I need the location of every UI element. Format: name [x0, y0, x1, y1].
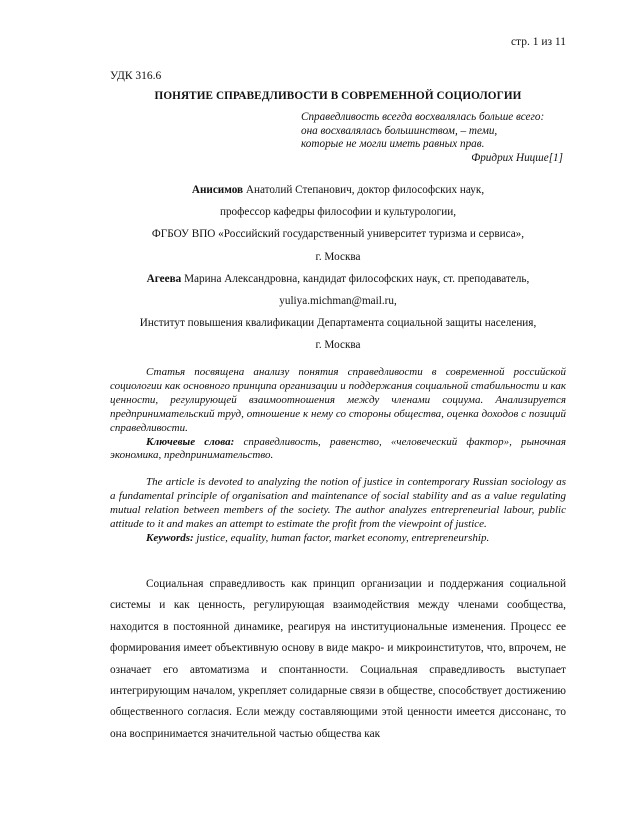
epigraph-author: Фридрих Ницше[1] — [471, 152, 563, 165]
keywords-english-label: Keywords: — [146, 531, 194, 544]
epigraph-line: которые не могли иметь равных прав. — [301, 138, 485, 151]
authors-block — [110, 179, 566, 357]
keywords-russian-list: справедливость, равенство, «человеческий фактор», рыночная экономика, предпринимательство. — [110, 435, 567, 462]
author1-details: Анатолий Степанович, доктор философских наук, — [243, 184, 485, 196]
keywords-russian-label: Ключевые слова: — [146, 435, 235, 448]
author2-surname: Агеева — [146, 272, 182, 285]
keywords-russian — [110, 436, 566, 464]
udk-code: УДК 316.6 — [110, 70, 162, 82]
keywords-english-list: justice, equality, human factor, market economy, entrepreneurship. — [193, 531, 490, 544]
page-number: стр. 1 из 11 — [510, 36, 566, 48]
article-title: ПОНЯТИЕ СПРАВЕДЛИВОСТИ В СОВРЕМЕННОЙ СОЦИОЛОГИИ — [154, 90, 522, 102]
author1-line — [110, 179, 566, 201]
author1-surname: Анисимов — [191, 184, 244, 196]
author1-organization: ФГБОУ ВПО «Российский государственный университет туризма и сервиса», — [151, 228, 525, 241]
author2-city: г. Москва — [315, 339, 361, 352]
author2-details: Марина Александровна, кандидат философских наук, ст. преподаватель, — [181, 272, 530, 285]
epigraph-line: она восхвалялась большинством, – теми, — [301, 124, 498, 137]
author1-position: профессор кафедры философии и культурологии, — [219, 206, 457, 219]
abstract-english — [110, 476, 566, 546]
abstract-english-text: The article is devoted to analyzing the notion of justice in contemporary Russian sociology as a fundamental principle of organisation and maintenance of social stability and as a value regulating mutual relation between members of the society. The author analyzes entrepreneurial labour, public attitude to it and makes an attempt to estimate the profit from the viewpoint of justice. — [110, 476, 566, 530]
author2-line — [110, 268, 566, 290]
abstract-russian — [110, 366, 566, 463]
keywords-english — [110, 532, 566, 546]
epigraph-line: Справедливость всегда восхвалялась больше всего: — [301, 111, 545, 123]
epigraph — [301, 111, 563, 166]
author1-city: г. Москва — [315, 250, 361, 263]
author2-organization: Институт повышения квалификации Департамента социальной защиты населения, — [139, 317, 537, 330]
author2-email[interactable]: yuliya.michman@mail.ru, — [279, 295, 397, 308]
abstract-russian-text: Статья посвящена анализу понятия справедливости в современной российской социологии как основного принципа организации и поддержания социальной стабильности и как ценности, регулирующей взаимоотношения между членами социума. Анализируется предпринимательский труд, отношение к нему со стороны общества, оценка доходов с позиций справедливости. — [110, 366, 566, 434]
body-paragraph: Социальная справедливость как принцип организации и поддержания социальной системы и как ценность, регулирующая взаимодействия между членами сообщества, находится в постоянной динамике, реагируя на институциональные изменения. Процесс ее формирования имеет объективную основу в виде макро- и микроинститутов, что, впрочем, не означает его автоматизма и спонтанности. Социальная справедливость выступает интегрирующим началом, укрепляет солидарные связи в обществе, способствует достижению общественного согласия. Если между составляющими этой ценности имеется диссонанс, то она воспринимается значительной частью общества как — [110, 578, 566, 740]
